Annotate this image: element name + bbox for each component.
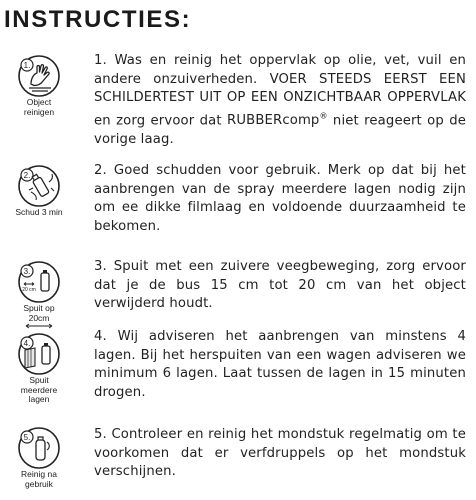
step-number: 4. — [23, 339, 31, 348]
step-text-part: niet reageert op de vorige laag. — [94, 113, 466, 147]
brand-name — [227, 113, 328, 128]
step-text — [94, 52, 466, 149]
step-1-icon-group — [8, 54, 70, 117]
step-number: 5. — [23, 433, 31, 442]
spray-layers-icon — [17, 332, 61, 376]
registered-mark: ® — [319, 111, 328, 121]
step-2-icon-group — [8, 164, 70, 218]
icon-caption: Spuit op 20cm — [23, 303, 55, 323]
step-text-part: 1. Was en reinig het oppervlak op olie, vet, vuil en andere onzuiverheden. VOER STEEDS EERST EEN SCHILDERTEST UIT OP EEN ONZICHTBAAR OPPERVLAK en zorg ervoor dat — [94, 53, 466, 129]
double-arrow-icon — [17, 323, 61, 329]
icon-caption: Reinig na gebruik — [21, 469, 57, 489]
distance-label: 20 cm — [22, 287, 36, 293]
hand-cleaning-icon — [17, 54, 61, 98]
step-3-icon-group — [8, 260, 70, 329]
step-text: 4. Wij adviseren het aanbrengen van minstens 4 lagen. Bij het herspuiten van een wagen adviseren we minimum 6 lagen. Laat tussen de lagen in 15 minuten drogen. — [94, 329, 466, 400]
page-title: INSTRUCTIES: — [4, 6, 192, 33]
step-text: 2. Goed schudden voor gebruik. Merk op dat bij het aanbrengen van de spray meerdere lagen nodig zijn om ee dikke filmlaag en voldoende duurzaamheid te bekomen. — [94, 163, 466, 234]
clean-nozzle-icon — [17, 426, 61, 470]
brand-label: RUBBERcomp — [227, 113, 320, 129]
step-text: 3. Spuit met een zuivere veegbeweging, zorg ervoor dat je de bus 15 cm tot 20 cm van het object verwijderd houdt. — [94, 259, 466, 312]
step-number: 2. — [23, 171, 31, 180]
step-4-icon-group — [8, 332, 70, 405]
icon-caption: Schud 3 min — [15, 207, 63, 217]
icon-caption: Object reinigen — [23, 97, 55, 117]
step-5-icon-group — [8, 426, 70, 489]
step-text: 5. Controleer en reinig het mondstuk regelmatig om te voorkomen dat er verfdruppels op het mondstuk verschijnen. — [94, 427, 466, 480]
spray-distance-icon — [17, 260, 61, 304]
step-number: 3. — [23, 267, 31, 276]
step-number: 1. — [23, 61, 31, 70]
icon-caption: Spuit meerdere lagen — [20, 375, 58, 404]
shake-can-icon — [17, 164, 61, 208]
